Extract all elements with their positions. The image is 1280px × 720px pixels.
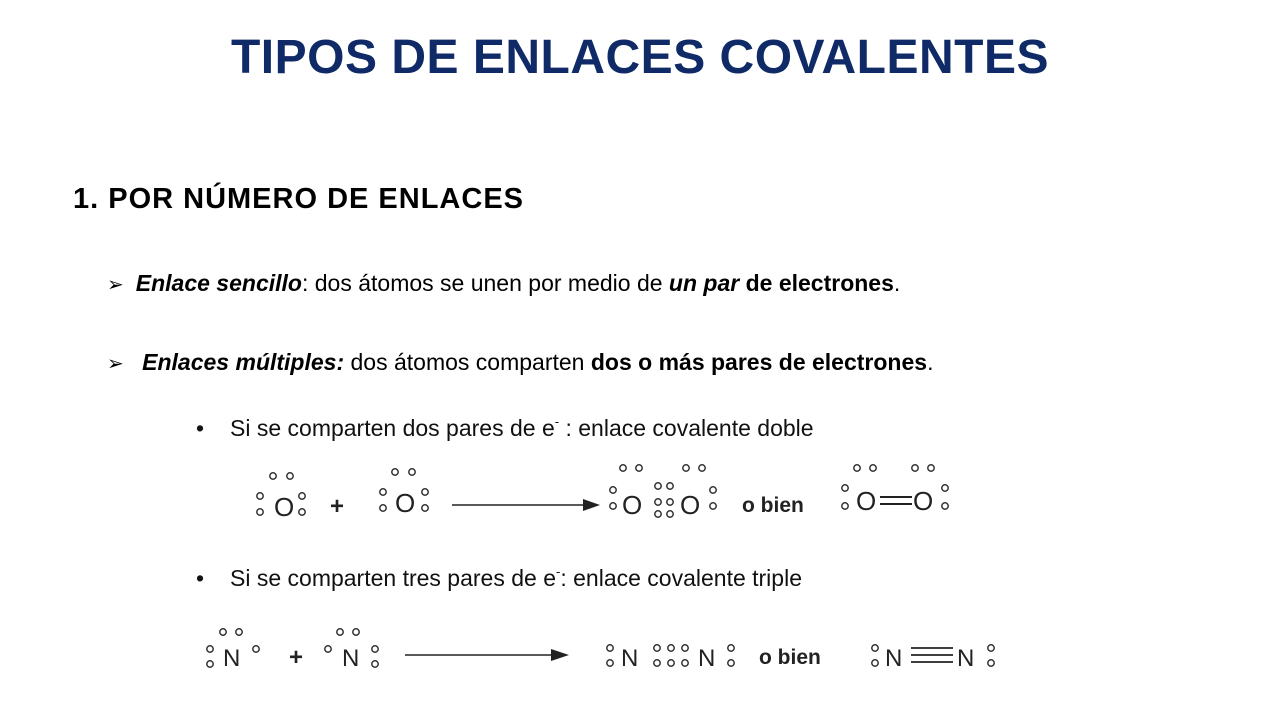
- oxygen-symbol: O: [274, 492, 295, 522]
- sub-text-rest: : enlace covalente triple: [560, 565, 802, 591]
- o-bien-text: o bien: [759, 646, 821, 669]
- bullet-dot-icon: •: [196, 415, 205, 441]
- arrow-bullet-icon: ➢: [107, 353, 124, 375]
- bold-text: dos o más pares de electrones: [590, 349, 928, 375]
- emphasis-text: un par: [668, 270, 740, 296]
- superscript: -: [554, 414, 560, 429]
- bullet-enlaces-multiples: [107, 349, 933, 376]
- section-heading: 1. POR NÚMERO DE ENLACES: [73, 183, 524, 215]
- slide-title: TIPOS DE ENLACES COVALENTES: [230, 31, 1050, 84]
- term-label: Enlace sencillo: [135, 270, 302, 296]
- oxygen-double-bond-equation: [240, 450, 970, 550]
- colon-text: :: [301, 270, 309, 296]
- nitrogen-symbol: N: [223, 645, 241, 672]
- period-text: .: [893, 270, 901, 296]
- body-text: dos átomos se unen por medio de: [308, 270, 669, 296]
- bullet-enlace-sencillo: [107, 270, 900, 297]
- plus-sign: +: [330, 493, 345, 520]
- nitrogen-triple-bond-equation: [195, 622, 1015, 682]
- term-label: Enlaces múltiples:: [142, 349, 345, 375]
- bullet-dot-icon: •: [196, 565, 205, 591]
- sub-text-rest: : enlace covalente doble: [559, 415, 814, 441]
- sub-bullet-doble: [196, 414, 814, 442]
- period-text: .: [927, 349, 934, 375]
- sub-text: Si se comparten dos pares de e: [230, 415, 555, 441]
- oxygen-symbol: O: [395, 488, 416, 518]
- nitrogen-symbol: N: [621, 645, 639, 672]
- nitrogen-symbol: N: [885, 645, 903, 672]
- oxygen-symbol: O: [913, 486, 934, 516]
- nitrogen-symbol: N: [342, 645, 360, 672]
- nitrogen-symbol: N: [698, 645, 716, 672]
- oxygen-symbol: O: [856, 486, 877, 516]
- superscript: -: [556, 564, 561, 579]
- arrow-bullet-icon: ➢: [107, 274, 124, 296]
- body-text: dos átomos comparten: [344, 349, 591, 375]
- sub-text: Si se comparten tres pares de e: [230, 565, 556, 591]
- oxygen-symbol: O: [680, 490, 701, 520]
- bold-text: de electrones: [739, 270, 894, 296]
- nitrogen-symbol: N: [957, 645, 975, 672]
- oxygen-symbol: O: [622, 490, 643, 520]
- o-bien-text: o bien: [742, 494, 804, 517]
- sub-bullet-triple: [196, 564, 802, 592]
- plus-sign: +: [289, 644, 304, 671]
